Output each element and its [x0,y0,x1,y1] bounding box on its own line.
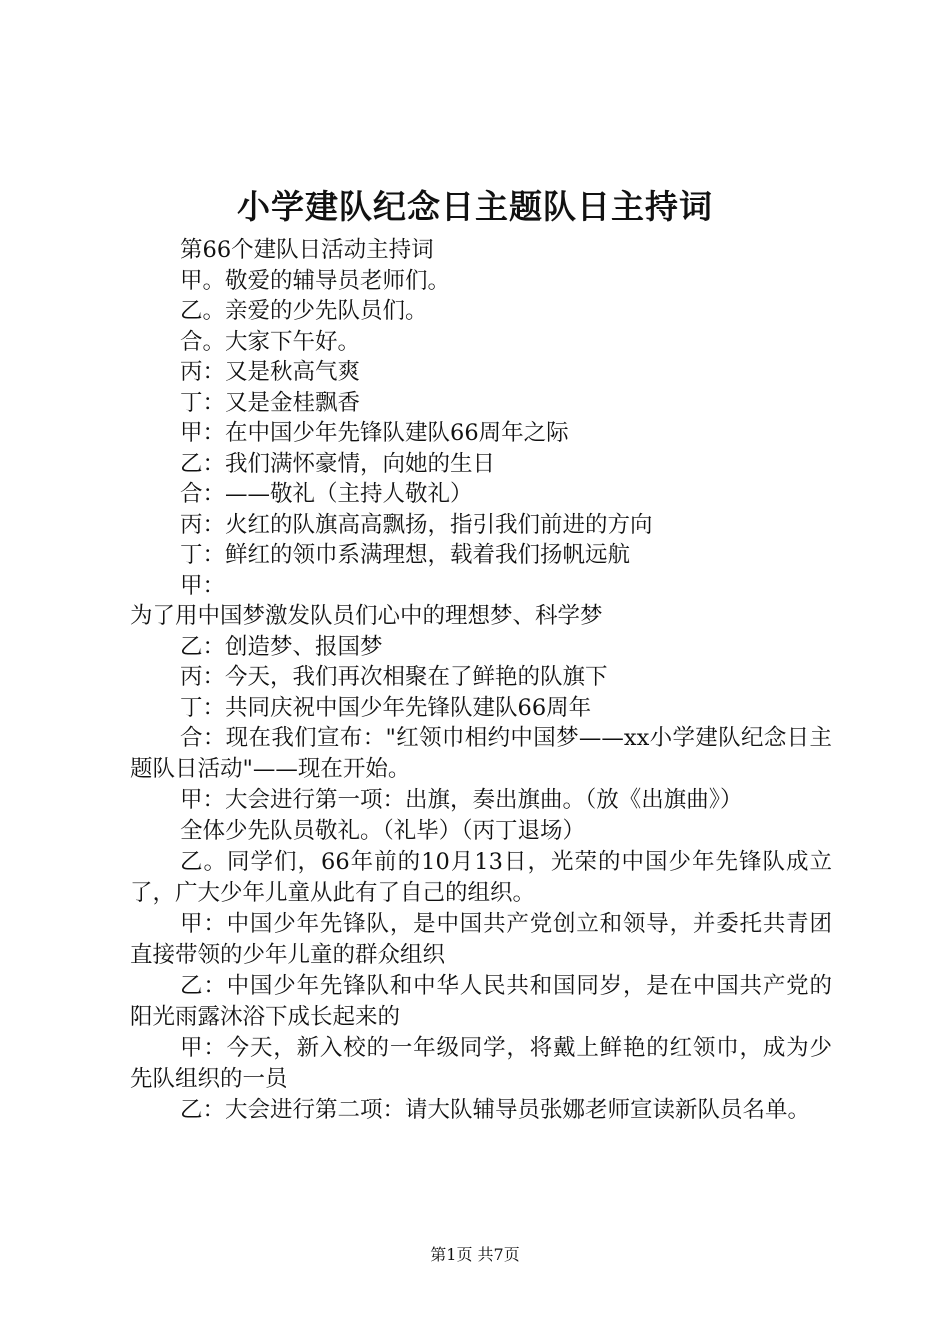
text-line: 乙：创造梦、报国梦 [180,633,383,660]
text-line: 甲： [180,572,226,599]
text-paragraph: 乙：中国少年先锋队和中华人民共和国同岁，是在中国共产党的阳光雨露沐浴下成长起来的 [130,972,832,1030]
text-line: 丙：又是秋高气爽 [180,359,361,385]
text-line: 乙：我们满怀豪情，向她的生日 [180,450,496,477]
text-paragraph: 乙。同学们，66年前的10月13日，光荣的中国少年先锋队成立了，广大少年儿童从此有了自己的组织。 [130,848,832,906]
text-line: 丙：今天，我们再次相聚在了鲜艳的队旗下 [180,664,608,690]
text-line: 甲：在中国少年先锋队建队66周年之际 [180,420,569,446]
text-line: 第66个建队日活动主持词 [180,237,434,263]
text-paragraph: 乙：大会进行第二项：请大队辅导员张娜老师宣读新队员名单。 [180,1096,811,1123]
text-paragraph: 甲：今天，新入校的一年级同学，将戴上鲜艳的红领巾，成为少先队组织的一员 [130,1034,832,1092]
text-line: 甲。敬爱的辅导员老师们。 [180,267,451,294]
text-line: 乙。亲爱的少先队员们。 [180,298,428,324]
text-line: 合：——敬礼（主持人敬礼） [180,481,473,507]
document-body [130,235,832,1126]
text-line: 丁：鲜红的领巾系满理想，载着我们扬帆远航 [180,542,631,568]
text-line: 全体少先队员敬礼。（礼毕）（丙丁退场） [180,818,586,844]
text-paragraph: 甲：大会进行第一项：出旗，奏出旗曲。（放《出旗曲》） [180,787,743,813]
text-paragraph: 甲：中国少年先锋队，是中国共产党创立和领导，并委托共青团直接带领的少年儿童的群众组织 [130,910,832,968]
text-line: 丁：共同庆祝中国少年先锋队建队66周年 [180,694,592,721]
text-line: 丁：又是金桂飘香 [180,389,361,416]
page-footer: 第1页 共7页 [430,1245,520,1264]
text-line: 为了用中国梦激发队员们心中的理想梦、科学梦 [130,603,603,629]
text-paragraph: 合：现在我们宣布："红领巾相约中国梦——xx小学建队纪念日主题队日活动"——现在开始。 [130,725,832,782]
text-line: 丙：火红的队旗高高飘扬，指引我们前进的方向 [180,511,653,538]
document-title: 小学建队纪念日主题队日主持词 [237,187,713,226]
text-line: 合。大家下午好。 [180,328,361,355]
